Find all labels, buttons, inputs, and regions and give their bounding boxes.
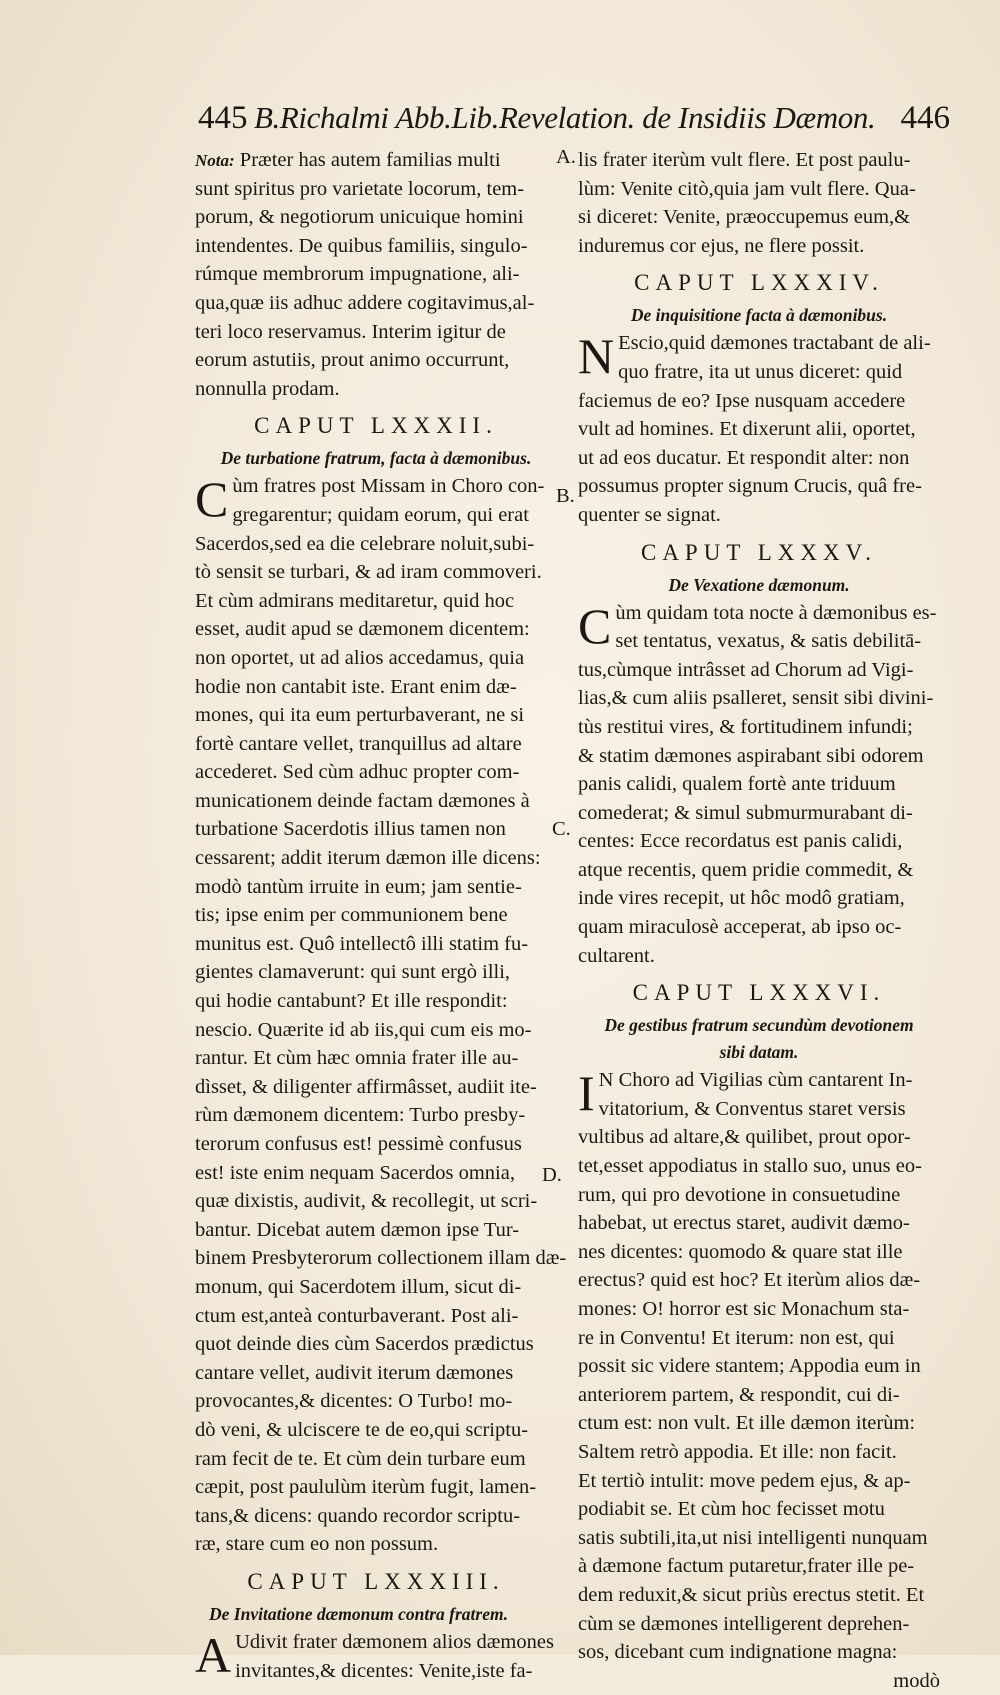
text-line: lis frater iterùm vult flere. Et post paulu-	[578, 149, 911, 171]
text-line: tò sensit se turbari, & ad iram commoveri.	[195, 561, 542, 584]
drop-cap: I	[578, 1065, 595, 1122]
nota-label: Nota:	[195, 151, 235, 170]
text-line: cultarent.	[578, 944, 655, 967]
text-line: munitus est. Quô intellectô illi statim fu-	[195, 932, 529, 955]
text-line: accederet. Sed cùm adhuc propter com-	[195, 761, 520, 784]
chapter-subtitle-continued: sibi datam.	[719, 1042, 799, 1063]
text-line: monum, qui Sacerdotem illum, sicut di-	[195, 1275, 522, 1298]
text-line: vult ad homines. Et dixerunt alii, oportet,	[578, 418, 916, 441]
drop-cap: A	[195, 1626, 232, 1683]
continuation-paragraph	[578, 146, 940, 260]
text-line: tis; ipse enim per communionem bene	[195, 904, 508, 927]
text-line: quenter se signat.	[578, 503, 721, 526]
text-line: qui hodie cantabunt? Et ille respondit:	[195, 990, 508, 1013]
text-line: est! iste enim nequam Sacerdos omnia,	[195, 1161, 515, 1184]
running-title: B.Richalmi Abb.Lib.Revelation. de Insidiis Dæmon.	[254, 100, 876, 135]
text-line: modò tantùm irruite in eum; jam sentie-	[195, 875, 522, 898]
text-line: Udivit frater dæmonem alios dæmones	[235, 1630, 554, 1653]
chapter-subtitle: De gestibus fratrum secundùm devotionem	[604, 1015, 914, 1036]
text-line: gregarentur; quidam eorum, qui erat	[232, 503, 529, 526]
text-line: esset, audit apud se dæmonem dicentem:	[195, 618, 530, 641]
text-line: sunt spiritus pro varietate locorum, tem-	[195, 177, 525, 200]
text-line: ræ, stare cum eo non possum.	[195, 1533, 439, 1556]
text-line: rum, qui pro devotione in consuetudine	[578, 1183, 901, 1206]
text-line: porum, & negotiorum unicuique homini	[195, 206, 524, 229]
text-line: anteriorem partem, & respondit, cui di-	[578, 1383, 900, 1406]
text-line: ctum est: non vult. Et ille dæmon iterùm:	[578, 1412, 916, 1435]
text-line: provocantes,& dicentes: O Turbo! mo-	[195, 1390, 513, 1413]
text-line: tùs restitui vires, & fortitudinem infundi;	[578, 715, 913, 738]
text-line: dem reduxit,& sicut priùs erectus stetit. Et	[578, 1583, 925, 1606]
text-line: turbatione Sacerdotis illius tamen non	[195, 818, 506, 841]
text-line: lias,& cum aliis psalleret, sensit sibi divini-	[578, 687, 934, 710]
text-line: inde vires recepit, ut hôc modô gratiam,	[578, 887, 905, 910]
margin-letter-c: C.	[552, 818, 571, 840]
chapter-text	[195, 1628, 557, 1685]
text-line: possit sic videre stantem; Appodia eum in	[578, 1355, 921, 1378]
intro-paragraph	[195, 146, 557, 403]
text-line: Et cùm admirans meditaretur, quid hoc	[195, 589, 515, 612]
text-line: rùm dæmonem dicentem: Turbo presby-	[195, 1104, 526, 1127]
text-line: mones, qui ita eum perturbaverant, ne si	[195, 704, 525, 727]
page-number-right: 446	[900, 100, 950, 136]
text-line: nescio. Quærite id ab iis,qui cum eis mo-	[195, 1018, 532, 1041]
margin-letter-b: B.	[556, 485, 575, 507]
text-line: centes: Ecce recordatus est panis calidi,	[578, 830, 903, 853]
text-line: lùm: Venite citò,quia jam vult flere. Qua-	[578, 177, 916, 200]
chapter-subtitle: De inquisitione facta à dæmonibus.	[630, 305, 888, 326]
text-line: Escio,quid dæmones tractabant de ali-	[618, 332, 931, 355]
text-line: N Choro ad Vigilias cùm cantarent In-	[598, 1069, 913, 1092]
text-line: quam miraculosè acceperat, ab ipso oc-	[578, 916, 902, 939]
text-line: quo fratre, ita ut unus diceret: quid	[618, 360, 903, 383]
text-line: invitantes,& dicentes: Venite,iste fa-	[235, 1659, 533, 1682]
text-line: gientes clamaverunt: qui sunt ergò illi,	[195, 961, 511, 984]
chapter-subtitle: De Vexatione dæmonum.	[668, 574, 850, 595]
text-line: tans,& dicens: quando recordor scriptu-	[195, 1504, 521, 1527]
text-line: ut ad eos ducatur. Et respondit alter: non	[578, 446, 910, 469]
margin-letter-d: D.	[542, 1164, 562, 1186]
text-line: municationem deinde factam dæmones à	[195, 789, 530, 812]
left-column	[195, 146, 567, 1685]
text-line: hodie non cantabit iste. Erant enim dæ-	[195, 675, 517, 698]
text-line: qua,quæ iis adhuc addere cogitavimus,al-	[195, 291, 535, 314]
text-line: tus,cùmque intrâsset ad Chorum ad Vigi-	[578, 658, 914, 681]
text-line: possumus propter signum Crucis, quâ fre-	[578, 475, 922, 498]
text-line: podiabit se. Et cùm hoc fecisset motu	[578, 1498, 885, 1521]
text-line: mones: O! horror est sic Monachum sta-	[578, 1298, 910, 1320]
text-line: cessarent; addit iterum dæmon ille dicens:	[195, 847, 541, 870]
text-line: dìsset, & diligenter affirmâsset, audiit ite-	[195, 1075, 537, 1098]
chapter-text	[578, 1066, 940, 1695]
catchword: modò	[893, 1669, 940, 1692]
chapter-heading: CAPUT LXXXIV.	[634, 270, 884, 296]
text-line: atque recentis, quem pridie commedit, &	[578, 858, 914, 881]
text-line: cantare vellet, audivit iterum dæmones	[195, 1361, 514, 1384]
text-line: Præter has autem familias multi	[239, 149, 501, 171]
text-line: re in Conventu! Et iterum: non est, qui	[578, 1326, 895, 1349]
text-line: habebat, ut erectus staret, audivit dæmo-	[578, 1212, 910, 1235]
text-line: ùm quidam tota nocte à dæmonibus es-	[615, 601, 937, 624]
text-line: erectus? quid est hoc? Et iterùm alios dæ-	[578, 1269, 921, 1292]
text-line: nonnulla prodam.	[195, 377, 340, 400]
text-line: ram fecit de te. Et cùm dein turbare eum	[195, 1447, 526, 1470]
text-line: quæ dixistis, audivit, & recollegit, ut scri-	[195, 1190, 538, 1213]
text-line: teri loco reservamus. Interim igitur de	[195, 320, 506, 343]
text-line: comederat; & simul submurmurabant di-	[578, 801, 913, 824]
text-line: Et tertiò intulit: move pedem ejus, & ap-	[578, 1469, 911, 1492]
text-line: eorum astutiis, prout animo occurrunt,	[195, 349, 510, 372]
text-line: quot deinde dies cùm Sacerdos prædictus	[195, 1333, 534, 1356]
text-line: nes dicentes: quomodo & quare stat ille	[578, 1240, 903, 1263]
text-line: intendentes. De quibus familiis, singulo-	[195, 234, 528, 257]
text-line: dò veni, & ulciscere te de eo,qui scriptu-	[195, 1418, 529, 1441]
text-line: rantur. Et cùm hæc omnia frater ille au-	[195, 1047, 519, 1070]
right-column	[578, 146, 940, 1695]
text-line: si diceret: Venite, præoccupemus eum,&	[578, 206, 911, 229]
text-line: & statim dæmones aspirabant sibi odorem	[578, 744, 924, 767]
text-line: induremus cor ejus, ne flere possit.	[578, 234, 865, 257]
text-line: ùm fratres post Missam in Choro con-	[232, 475, 545, 498]
text-line: terorum confusus est! pessimè confusus	[195, 1133, 522, 1155]
text-line: faciemus de eo? Ipse nusquam accedere	[578, 389, 906, 412]
chapter-subtitle: De turbatione fratrum, facta à dæmonibus.	[220, 448, 532, 469]
page-number-left: 445	[198, 100, 248, 136]
text-line: rúmque membrorum impugnatione, ali-	[195, 263, 520, 286]
drop-cap: C	[195, 471, 229, 528]
text-line: fortè cantare vellet, tranquillus ad altare	[195, 732, 522, 755]
text-line: bantur. Dicebat autem dæmon ipse Tur-	[195, 1218, 520, 1241]
chapter-subtitle: De Invitatione dæmonum contra fratrem.	[209, 1603, 508, 1624]
chapter-text	[578, 329, 940, 529]
drop-cap: N	[578, 328, 615, 385]
text-line: cæpit, post paululùm iterùm fugit, lamen-	[195, 1476, 537, 1499]
text-line: vitatorium, & Conventus staret versis	[598, 1097, 906, 1120]
text-line: Saltem retrò appodia. Et ille: non facit.	[578, 1440, 897, 1463]
chapter-heading: CAPUT LXXXV.	[640, 539, 877, 565]
chapter-heading: CAPUT LXXXII.	[254, 413, 498, 439]
chapter-heading: CAPUT LXXXIII.	[247, 1568, 505, 1594]
text-line: binem Presbyterorum collectionem illam dæ-	[195, 1247, 567, 1270]
text-line: set tentatus, vexatus, & satis debilitā-	[615, 630, 922, 653]
chapter-text	[578, 599, 940, 971]
text-line: panis calidi, qualem fortè ante triduum	[578, 773, 896, 796]
margin-letter-a: A.	[556, 146, 576, 168]
running-header	[198, 100, 950, 140]
drop-cap: C	[578, 597, 612, 654]
text-line: ctum est,anteà conturbaverant. Post ali-	[195, 1304, 519, 1327]
text-line: cùm se dæmones intelligerent deprehen-	[578, 1612, 910, 1635]
text-line: à dæmone factum putaretur,frater ille pe-	[578, 1555, 915, 1578]
text-line: satis subtili,ita,ut nisi intelligenti nunquam	[578, 1526, 928, 1549]
text-line: non oportet, ut ad alios accedamus, quia	[195, 646, 525, 669]
text-line: sos, dicebant cum indignatione magna:	[578, 1641, 898, 1664]
text-line: tet,esset appodiatus in stallo suo, unus eo-	[578, 1155, 922, 1178]
text-line: Sacerdos,sed ea die celebrare noluit,subi-	[195, 532, 535, 555]
text-line: vultibus ad altare,& quilibet, prout opor-	[578, 1126, 911, 1149]
chapter-text	[195, 471, 567, 1559]
chapter-heading: CAPUT LXXXVI.	[632, 980, 886, 1006]
